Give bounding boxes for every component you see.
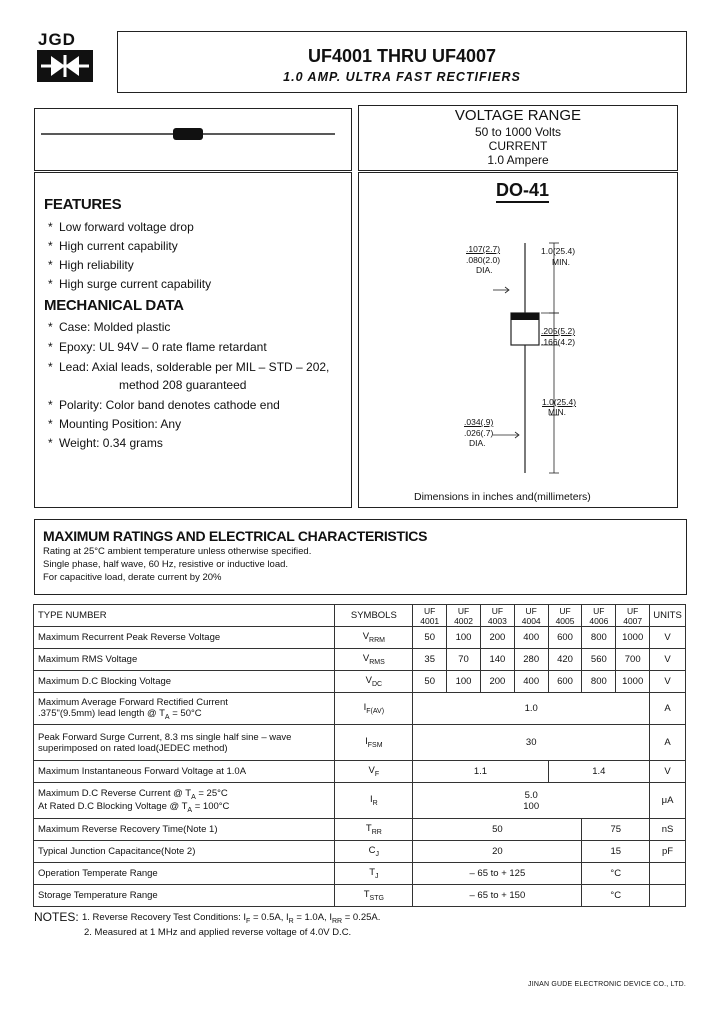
page-title: UF4001 THRU UF4007 — [307, 46, 497, 66]
value-cell: 75 — [582, 819, 650, 841]
ratings-note: Rating at 25°C ambient temperature unless otherwise specified. — [43, 546, 312, 557]
part-header: UF 4001 — [413, 605, 447, 627]
value-cell: 1.4 — [548, 761, 649, 783]
dim-lead-len-bot: 1.0(25.4) — [542, 397, 577, 407]
value-cell: 200 — [480, 627, 514, 649]
table-header-row — [34, 605, 686, 627]
diode-illustration-box — [34, 108, 352, 171]
dim-wire-max: .034(.9) — [464, 417, 494, 427]
unit-cell: pF — [650, 841, 686, 863]
symbols-header: SYMBOLS — [335, 605, 413, 627]
value-cell: 35 — [413, 649, 447, 671]
feature-item: * High reliability — [48, 258, 134, 272]
ratings-table — [33, 604, 686, 907]
features-heading: FEATURES — [44, 196, 122, 213]
value-cell: – 65 to + 125 — [413, 863, 582, 885]
symbol-cell: $C_J$ — [335, 841, 413, 863]
param-cell: Maximum Recurrent Peak Reverse Voltage — [34, 627, 335, 649]
param-cell: Storage Temperature Range — [34, 885, 335, 907]
value-cell: – 65 to + 150 — [413, 885, 582, 907]
unit-cell: A — [650, 693, 686, 725]
voltage-range-value: 50 to 1000 Volts — [474, 125, 562, 139]
symbol-cell: $V_{RMS}$ — [335, 649, 413, 671]
value-cell: 1.1 — [413, 761, 548, 783]
dim-lead-len-top-min: MIN. — [552, 257, 570, 267]
feature-item: * Low forward voltage drop — [48, 220, 194, 234]
value-cell: 50 — [413, 627, 447, 649]
features-box — [34, 172, 352, 508]
symbol-cell: $I_{F(AV)}$ — [335, 693, 413, 725]
symbol-cell: $I_{FSM}$ — [335, 725, 413, 761]
company-logo-icon — [37, 50, 93, 82]
package-name: DO-41 — [496, 180, 549, 203]
part-header: UF 4005 — [548, 605, 582, 627]
table-row — [34, 671, 686, 693]
unit-cell: °C — [582, 863, 650, 885]
page-subtitle: 1.0 AMP. ULTRA FAST RECTIFIERS — [283, 70, 521, 84]
part-header: UF 4007 — [616, 605, 650, 627]
symbol-cell: $T_{STG}$ — [335, 885, 413, 907]
value-cell: 400 — [514, 671, 548, 693]
unit-cell: A — [650, 725, 686, 761]
value-cell: 100 — [447, 627, 481, 649]
value-cell: 600 — [548, 671, 582, 693]
value-cell: 50 — [413, 819, 582, 841]
table-row — [34, 885, 686, 907]
value-cell: 800 — [582, 627, 616, 649]
mechanical-item: * Epoxy: UL 94V – 0 rate flame retardant — [48, 340, 267, 354]
feature-item: * High surge current capability — [48, 277, 212, 291]
table-row — [34, 627, 686, 649]
param-cell: Peak Forward Surge Current, 8.3 ms single half sine – wave superimposed on rated load(JEDEC method) — [34, 725, 335, 761]
value-cell: 1000 — [616, 627, 650, 649]
footer-company: JINAN GUDE ELECTRONIC DEVICE CO., LTD. — [528, 981, 686, 988]
ratings-title: MAXIMUM RATINGS AND ELECTRICAL CHARACTERISTICS — [43, 528, 428, 544]
type-number-header: TYPE NUMBER — [34, 605, 335, 627]
unit-cell: μA — [650, 783, 686, 819]
dim-lead-dia-min: .080(2.0) — [466, 255, 501, 265]
dimensions-caption: Dimensions in inches and(millimeters) — [414, 491, 591, 503]
mechanical-heading: MECHANICAL DATA — [44, 297, 184, 314]
unit-cell: V — [650, 627, 686, 649]
table-row — [34, 693, 686, 725]
value-cell: 1000 — [616, 671, 650, 693]
table-row — [34, 819, 686, 841]
symbol-cell: $T_{RR}$ — [335, 819, 413, 841]
value-cell: 100 — [447, 671, 481, 693]
symbol-cell: $V_{RRM}$ — [335, 627, 413, 649]
value-cell: 800 — [582, 671, 616, 693]
unit-cell: °C — [582, 885, 650, 907]
note-item: 2. Measured at 1 MHz and applied reverse voltage of 4.0V D.C. — [84, 927, 352, 938]
empty-cell — [650, 863, 686, 885]
symbol-cell: $I_R$ — [335, 783, 413, 819]
param-cell: Operation Temperate Range — [34, 863, 335, 885]
table-row — [34, 649, 686, 671]
voltage-range-box — [358, 105, 678, 171]
value-cell: 30 — [413, 725, 650, 761]
mechanical-item: * Lead: Axial leads, solderable per MIL – STD – 202, — [48, 360, 330, 374]
param-cell: Maximum Average Forward Rectified Current .375"(9.5mm) lead length @ $T_A = 50^\circ C$ — [34, 693, 335, 725]
param-cell: Maximum D.C Reverse Current @ $T_A = 25^\circ C$ At Rated D.C Blocking Voltage @ $T_A = 100^\circ C$ — [34, 783, 335, 819]
value-cell: 1.0 — [413, 693, 650, 725]
unit-cell: V — [650, 649, 686, 671]
value-cell: 70 — [447, 649, 481, 671]
param-cell: Maximum RMS Voltage — [34, 649, 335, 671]
title-box — [117, 31, 687, 93]
current-value: 1.0 Ampere — [487, 153, 549, 167]
value-cell: 20 — [413, 841, 582, 863]
ratings-note: For capacitive load, derate current by 20% — [43, 572, 222, 583]
unit-cell: nS — [650, 819, 686, 841]
part-header: UF 4006 — [582, 605, 616, 627]
table-row — [34, 863, 686, 885]
symbol-cell: $T_J$ — [335, 863, 413, 885]
dim-body-min: .166(4.2) — [541, 337, 576, 347]
dim-dia-label: DIA. — [476, 265, 493, 275]
value-cell: 50 — [413, 671, 447, 693]
dim-lead-len-top: 1.0(25.4) — [541, 246, 576, 256]
mechanical-item: * Polarity: Color band denotes cathode end — [48, 398, 280, 412]
current-heading: CURRENT — [488, 139, 548, 153]
param-cell: Typical Junction Capacitance(Note 2) — [34, 841, 335, 863]
value-cell: 200 — [480, 671, 514, 693]
dim-body-max: .205(5.2) — [541, 326, 576, 336]
table-row — [34, 841, 686, 863]
dim-wire-dia: DIA. — [469, 438, 486, 448]
value-cell: 5.0 100 — [413, 783, 650, 819]
part-header: UF 4002 — [447, 605, 481, 627]
ratings-note: Single phase, half wave, 60 Hz, resistive or inductive load. — [43, 559, 289, 570]
diode-drawing-icon — [35, 109, 351, 170]
param-cell: Maximum D.C Blocking Voltage — [34, 671, 335, 693]
package-outline-drawing — [359, 173, 677, 507]
symbol-cell: $V_F$ — [335, 761, 413, 783]
value-cell: 560 — [582, 649, 616, 671]
part-header: UF 4004 — [514, 605, 548, 627]
value-cell: 700 — [616, 649, 650, 671]
notes-heading: NOTES: — [34, 910, 79, 924]
mechanical-item: * Mounting Position: Any — [48, 417, 182, 431]
symbol-cell: $V_{DC}$ — [335, 671, 413, 693]
note-item: 1. Reverse Recovery Test Conditions: $I_F = 0.5A$, $I_R = 1.0A$, $I_{RR} = 0.25A$. — [82, 912, 381, 925]
company-logo-text: JGD — [38, 30, 76, 49]
table-row — [34, 725, 686, 761]
param-cell: Maximum Instantaneous Forward Voltage at 1.0A — [34, 761, 335, 783]
table-row — [34, 783, 686, 819]
units-header: UNITS — [650, 605, 686, 627]
empty-cell — [650, 885, 686, 907]
ratings-header-box — [34, 519, 687, 595]
feature-item: * High current capability — [48, 239, 178, 253]
package-drawing-box — [358, 172, 678, 508]
dim-wire-min: .026(.7) — [464, 428, 494, 438]
table-row — [34, 761, 686, 783]
value-cell: 600 — [548, 627, 582, 649]
mechanical-item-cont: method 208 guaranteed — [119, 378, 247, 392]
value-cell: 15 — [582, 841, 650, 863]
value-cell: 400 — [514, 627, 548, 649]
unit-cell: V — [650, 761, 686, 783]
value-cell: 140 — [480, 649, 514, 671]
param-cell: Maximum Reverse Recovery Time(Note 1) — [34, 819, 335, 841]
dim-lead-len-bot-min: MIN. — [548, 407, 566, 417]
value-cell: 420 — [548, 649, 582, 671]
unit-cell: V — [650, 671, 686, 693]
mechanical-item: * Weight: 0.34 grams — [48, 436, 163, 450]
value-cell: 280 — [514, 649, 548, 671]
mechanical-item: * Case: Molded plastic — [48, 320, 171, 334]
dim-lead-dia-max: .107(2.7) — [466, 244, 501, 254]
voltage-range-heading: VOLTAGE RANGE — [454, 107, 582, 124]
part-header: UF 4003 — [480, 605, 514, 627]
